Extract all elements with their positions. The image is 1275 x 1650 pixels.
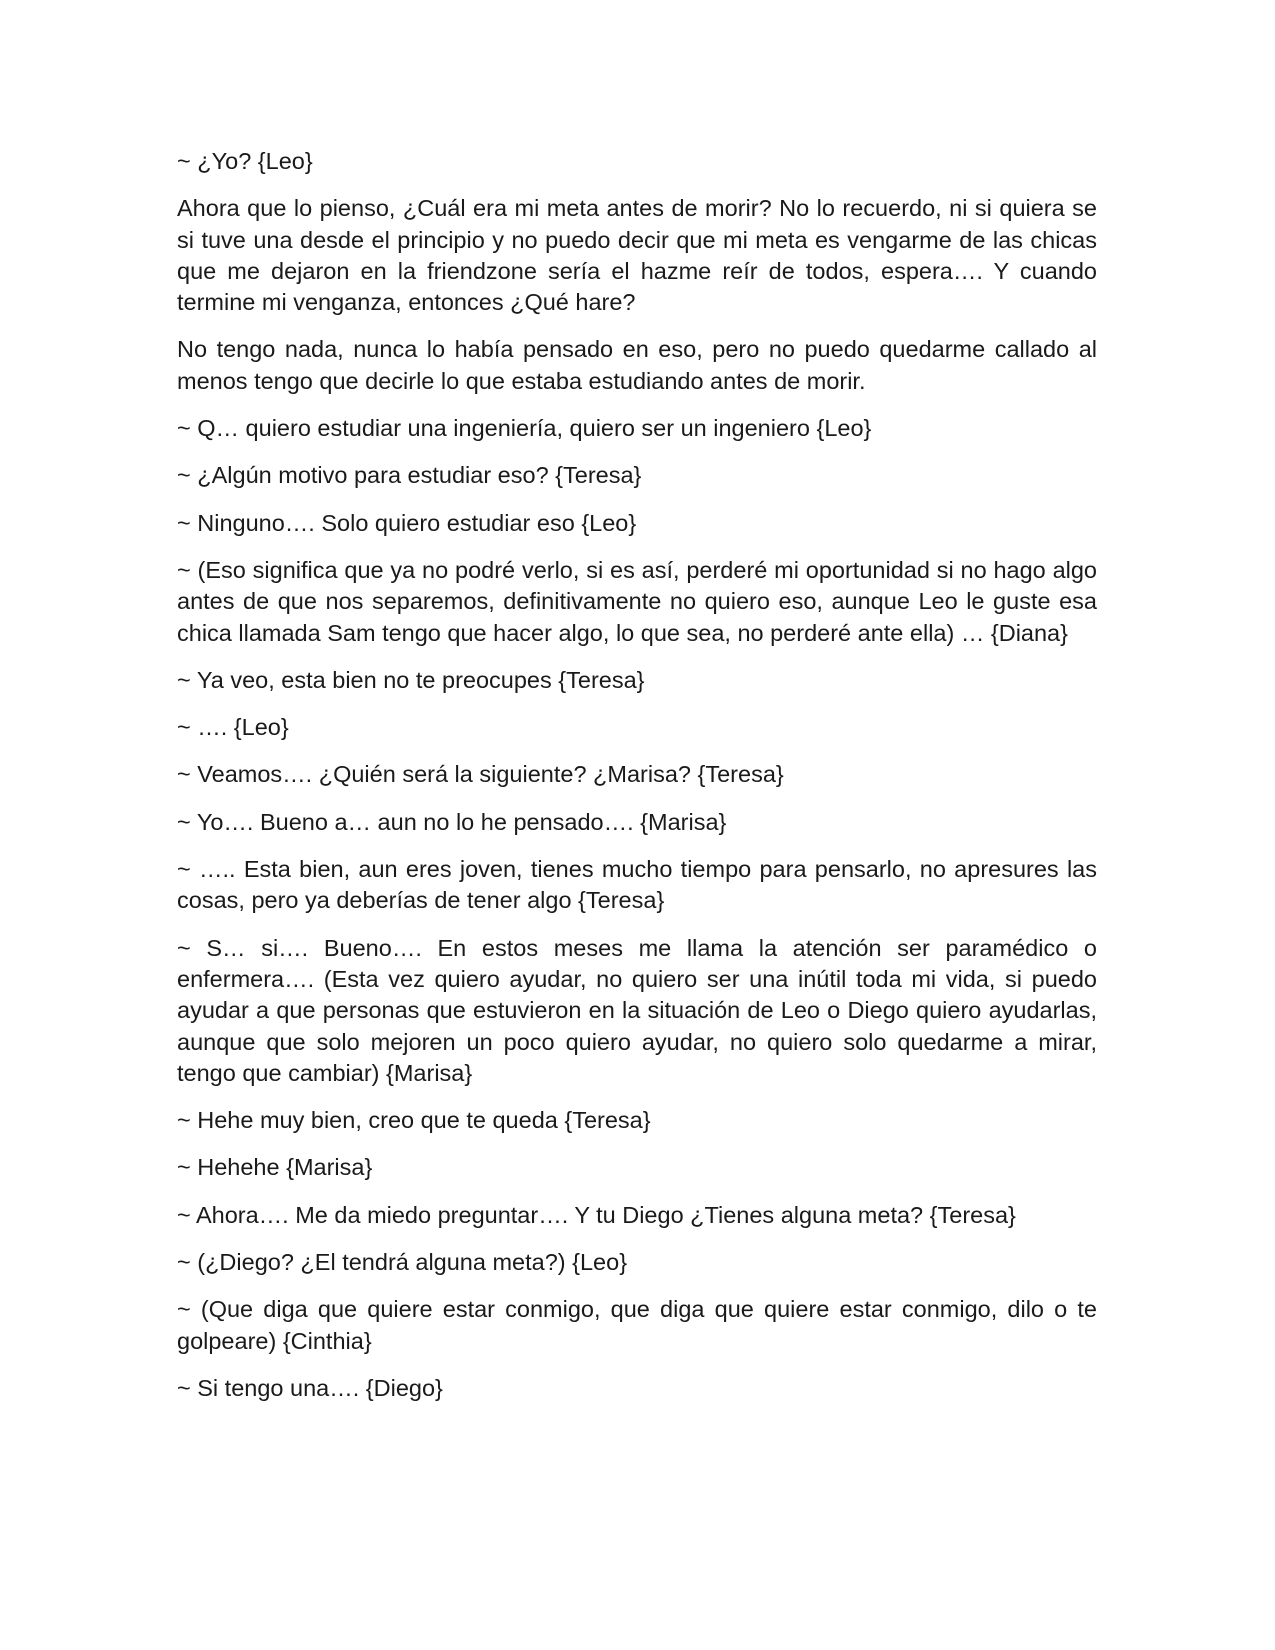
paragraph: ~ Si tengo una…. {Diego} (177, 1374, 443, 1401)
paragraph: ~ Hehehe {Marisa} (177, 1154, 373, 1181)
paragraph: ~ ….. Esta bien, aun eres joven, tienes mucho tiempo para pensarlo, no apresures las cosas, pero ya deberías de tener algo {Teresa} (177, 856, 1097, 914)
paragraph: ~ …. {Leo} (177, 714, 289, 741)
paragraph: Ahora que lo pienso, ¿Cuál era mi meta antes de morir? No lo recuerdo, ni si quiera se si tuve una desde el principio y no puedo decir que mi meta es vengarme de las chicas que me dejaron en la friendzone sería el hazme reír de todos, espera…. Y cuando termine mi venganza, entonces ¿Qué hare? (177, 195, 1097, 316)
paragraph: ~ (¿Diego? ¿El tendrá alguna meta?) {Leo} (177, 1249, 628, 1276)
paragraph: ~ S… si…. Bueno…. En estos meses me llama la atención ser paramédico o enfermera…. (Esta vez quiero ayudar, no quiero ser una inútil toda mi vida, si puedo ayudar a que personas que estuvieron en la situación de Leo o Diego quiero ayudarlas, aunque que solo mejoren un poco quiero ayudar, no quiero solo quedarme a mirar, tengo que cambiar) {Marisa} (177, 934, 1097, 1086)
paragraph: ~ Q… quiero estudiar una ingeniería, quiero ser un ingeniero {Leo} (177, 415, 872, 442)
paragraph: ~ (Que diga que quiere estar conmigo, que diga que quiere estar conmigo, dilo o te golpeare) {Cinthia} (177, 1296, 1097, 1354)
paragraph: ~ ¿Algún motivo para estudiar eso? {Teresa} (177, 462, 642, 489)
paragraph: No tengo nada, nunca lo había pensado en eso, pero no puedo quedarme callado al menos tengo que decirle lo que estaba estudiando antes de morir. (177, 336, 1097, 394)
paragraph: ~ (Eso significa que ya no podré verlo, si es así, perderé mi oportunidad si no hago algo antes de que nos separemos, definitivamente no quiero eso, aunque Leo le guste esa chica llamada Sam tengo que hacer algo, lo que sea, no perderé ante ella) … {Diana} (177, 556, 1097, 646)
paragraph: ~ Ahora…. Me da miedo preguntar…. Y tu Diego ¿Tienes alguna meta? {Teresa} (177, 1201, 1016, 1228)
paragraph: ~ Ya veo, esta bien no te preocupes {Teresa} (177, 666, 645, 693)
paragraph: ~ Yo…. Bueno a… aun no lo he pensado…. {Marisa} (177, 808, 727, 835)
paragraph: ~ Hehe muy bien, creo que te queda {Teresa} (177, 1107, 651, 1134)
paragraph: ~ ¿Yo? {Leo} (177, 148, 313, 174)
body-text (177, 146, 1097, 1420)
paragraph: ~ Veamos…. ¿Quién será la siguiente? ¿Marisa? {Teresa} (177, 761, 784, 788)
paragraph: ~ Ninguno…. Solo quiero estudiar eso {Leo} (177, 509, 637, 536)
